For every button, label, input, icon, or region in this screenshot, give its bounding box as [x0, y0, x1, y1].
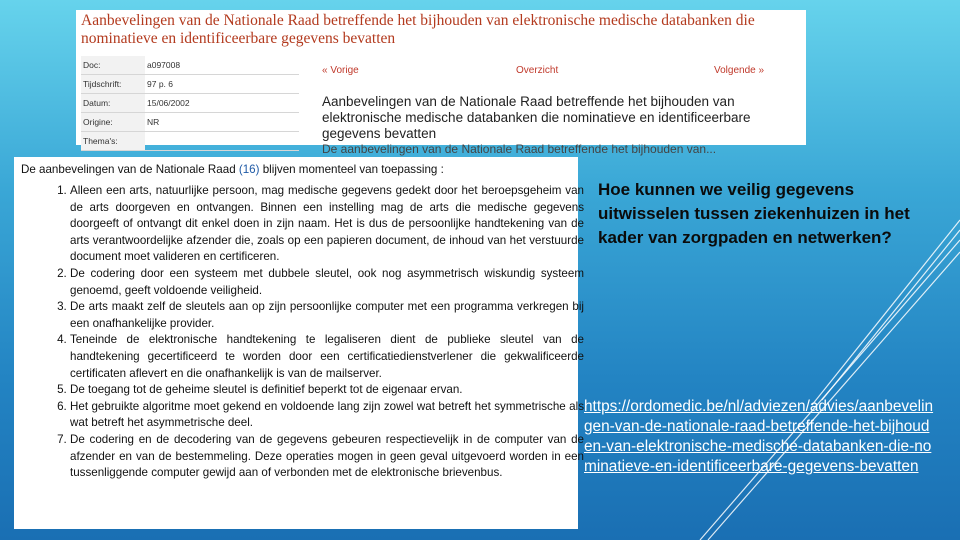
meta-row-journal: Tijdschrift: 97 p. 6: [81, 75, 299, 94]
document-heading: Aanbevelingen van de Nationale Raad betreffende het bijhouden van elektronische medische databanken die nominatieve en identificeerbare gegevens bevatten: [322, 94, 751, 141]
list-item: 5. De toegang tot de geheime sleutel is definitief beperkt tot de eigenaar ervan.: [70, 382, 584, 399]
document-meta-table: [81, 56, 299, 151]
footnote-reference-link[interactable]: (16): [238, 163, 260, 176]
recommendations-list: [52, 183, 584, 482]
top-document-screenshot: [76, 10, 806, 156]
document-text-partial: De aanbevelingen van de Nationale Raad betreffende het bijhouden van...: [322, 142, 717, 156]
overview-link[interactable]: Overzicht: [516, 65, 559, 76]
list-item: 3. De arts maakt zelf de sleutels aan op zijn persoonlijke computer met een programma verkregen bij een onafhankelijke provider.: [70, 299, 584, 332]
document-title: Aanbevelingen van de Nationale Raad betreffende het bijhouden van elektronische medische databanken die nominatieve en identificeerbare gegevens bevatten: [81, 12, 755, 47]
list-item: 1. Alleen een arts, natuurlijke persoon, mag medische gegevens gedekt door het beroepsgeheim van de arts doorgeven en ontvangen. Binnen een instelling mag de arts die medische gegevens doorgeeft of ontvangt dit enkel doen in zijn naam. Het is dus de persoonlijke handtekening van de arts verantwoordelijke afzender die, zoals op een papieren document, de inhoud van het verstuurde document moet valideren en certificeren.: [70, 183, 584, 266]
list-item: 6. Het gebruikte algoritme moet gekend en voldoende lang zijn zowel wat betreft het symmetrische als wat betreft het asymmetrische deel.: [70, 399, 584, 432]
meta-row-themes: Thema's:: [81, 132, 299, 151]
slide-question: Hoe kunnen we veilig gegevens uitwisselen tussen ziekenhuizen in het kader van zorgpaden en netwerken?: [598, 180, 910, 247]
list-item: 7. De codering en de decodering van de gegevens gebeuren respectievelijk in de computer van de afzender en van de bestemmeling. Deze operaties mogen in geen geval uitgevoerd worden in een tussenliggende computer gewijd aan of verbonden met de elektronische brievenbus.: [70, 432, 584, 482]
recommendations-intro: De aanbevelingen van de Nationale Raad (16) blijven momenteel van toepassing :: [21, 163, 444, 176]
next-link[interactable]: Volgende »: [714, 65, 765, 76]
list-item: 4. Teneinde de elektronische handtekening te legaliseren dient de publieke sleutel van de handtekening gecertificeerd te worden door een certificatiedienstverlener die gekwalificeerde certificaten aflevert en die onafhankelijk is van de mailserver.: [70, 332, 584, 382]
source-url-link[interactable]: https://ordomedic.be/nl/adviezen/advies/aanbevelingen-van-de-nationale-raad-betreffende-het-bijhouden-van-elektronische-medische-databanken-die-nominatieve-en-identificeerbare-gegevens-bevatten: [584, 398, 934, 475]
list-item: 2. De codering door een systeem met dubbele sleutel, ook nog asymmetrisch wiskundig systeem genoemd, geeft voldoende veiligheid.: [70, 266, 584, 299]
meta-row-doc: Doc: a097008: [81, 56, 299, 75]
previous-link[interactable]: « Vorige: [322, 65, 359, 76]
meta-row-date: Datum: 15/06/2002: [81, 94, 299, 113]
meta-row-origin: Origine: NR: [81, 113, 299, 132]
recommendations-screenshot: [14, 157, 584, 529]
